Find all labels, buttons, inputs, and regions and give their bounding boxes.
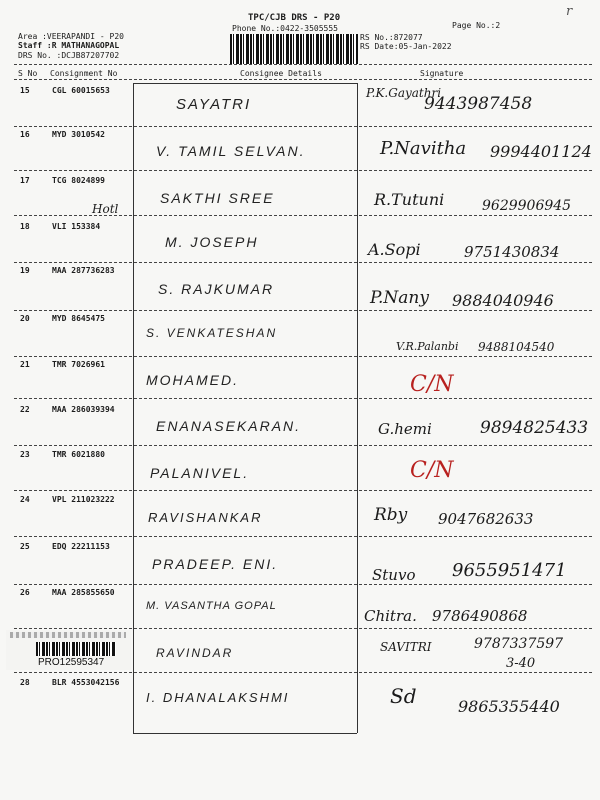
row-consignee: S. RAJKUMAR: [158, 281, 275, 297]
row-consignment: MAA 287736283: [52, 266, 115, 275]
row-signature: P.Nany: [370, 288, 429, 308]
row-extra-note: Hotl: [92, 202, 119, 216]
corner-mark: r: [566, 4, 573, 19]
row-sno: 25: [20, 542, 30, 551]
col-consignment: Consignment No: [50, 69, 118, 78]
row-sno: 23: [20, 450, 30, 459]
header-top-rule: [14, 64, 592, 65]
row-sno: 17: [20, 176, 30, 185]
row-divider: [14, 672, 592, 673]
row-phone: 9787337597: [474, 636, 564, 652]
row-consignment: BLR 4553042156: [52, 678, 120, 687]
row-consignment: TCG 8024899: [52, 176, 105, 185]
drs-title: TPC/CJB DRS - P20: [248, 13, 341, 23]
row-consignment: MAA 285855650: [52, 588, 115, 597]
row-sno: 22: [20, 405, 30, 414]
box-rule: [133, 733, 357, 734]
box-rule: [133, 83, 357, 84]
row-divider: [14, 445, 592, 446]
row-consignee: V. TAMIL SELVAN.: [156, 143, 306, 159]
row-phone: 9488104540: [478, 340, 555, 354]
row-divider: [14, 490, 592, 491]
row-consignee: ENANASEKARAN.: [156, 418, 302, 434]
row-divider: [14, 584, 592, 585]
rs-date: RS Date:05-Jan-2022: [360, 42, 452, 51]
row-consignment: TMR 7026961: [52, 360, 105, 369]
row-signature: V.R.Palanbi: [396, 340, 459, 353]
row-signature: P.K.Gayathri: [366, 86, 442, 100]
row-divider: [14, 126, 592, 127]
row-divider: [14, 215, 592, 216]
row-consignment: VPL 211023222: [52, 495, 115, 504]
staff-label: Staff :R MATHANAGOPAL: [18, 41, 120, 50]
row-divider: [14, 398, 592, 399]
row-phone: 9629906945: [482, 198, 572, 214]
row-sno: 20: [20, 314, 30, 323]
row-sno: 15: [20, 86, 30, 95]
drs-number: DRS No. :DCJB87207702: [18, 51, 120, 60]
row-phone: 9786490868: [432, 607, 528, 625]
row-divider: [14, 170, 592, 171]
rs-number: RS No.:872077: [360, 33, 423, 42]
row-signature: P.Navitha: [380, 138, 467, 159]
row-consignment: CGL 60015653: [52, 86, 110, 95]
row-consignee: SAYATRI: [176, 96, 252, 113]
row-phone: 9884040946: [452, 291, 554, 310]
row-consignee: M. JOSEPH: [165, 234, 259, 250]
row-phone: 9047682633: [438, 510, 534, 528]
row-consignee: PRADEEP. ENI.: [152, 556, 279, 572]
sticker-strip: [10, 632, 126, 638]
row-divider: [14, 356, 592, 357]
row-consignee: RAVISHANKAR: [148, 510, 263, 525]
row-sno: 19: [20, 266, 30, 275]
col-consignee: Consignee Details: [240, 69, 322, 78]
phone-number: Phone No.:0422-3505555: [232, 24, 338, 33]
row-signature: Stuvo: [372, 566, 416, 584]
sticker-label: [6, 630, 131, 670]
row-consignee: RAVINDAR: [156, 646, 234, 660]
area-label: Area :VEERAPANDI - P20: [18, 32, 124, 41]
row-sno: 21: [20, 360, 30, 369]
sticker-code: PRO12595347: [38, 657, 105, 668]
row-phone: 9865355440: [458, 697, 560, 716]
page-number: Page No.:2: [452, 21, 501, 30]
row-signature: C/N: [410, 372, 454, 397]
consignee-box-right: [357, 83, 358, 733]
row-divider: [14, 536, 592, 537]
row-sno: 26: [20, 588, 30, 597]
row-phone: 9894825433: [480, 418, 589, 438]
col-sno: S No: [18, 69, 38, 78]
row-consignee: MOHAMED.: [146, 372, 239, 388]
row-consignment: MYD 3010542: [52, 130, 105, 139]
row-signature: Chitra.: [364, 607, 417, 625]
row-consignment: MAA 286039394: [52, 405, 115, 414]
row-signature: G.hemi: [378, 420, 432, 438]
consignee-box-left: [133, 83, 134, 733]
row-signature: Rby: [374, 505, 408, 525]
row-divider: [14, 628, 592, 629]
row-consignee: I. DHANALAKSHMI: [146, 690, 290, 705]
row-sno: 18: [20, 222, 30, 231]
row-signature: Sd: [390, 684, 417, 708]
row-sno: 16: [20, 130, 30, 139]
row-consignee: S. VENKATESHAN: [146, 326, 278, 340]
row-phone: 9443987458: [424, 94, 533, 114]
row-phone: 9751430834: [464, 243, 560, 261]
row-signature: A.Sopi: [368, 240, 421, 259]
row-consignee: SAKTHI SREE: [160, 190, 275, 206]
header-bottom-rule: [14, 79, 592, 80]
row-signature: R.Tutuni: [374, 190, 445, 209]
row-consignee: PALANIVEL.: [150, 465, 250, 481]
row-consignment: TMR 6021880: [52, 450, 105, 459]
row-sno: 24: [20, 495, 30, 504]
sticker-barcode: [36, 642, 116, 656]
row-divider: [14, 310, 592, 311]
header-barcode: [230, 34, 358, 64]
col-signature: Signature: [420, 69, 464, 78]
row-consignee: M. VASANTHA GOPAL: [146, 600, 277, 612]
row-sno: 28: [20, 678, 30, 687]
row-phone: 9994401124: [490, 142, 592, 161]
row-consignment: MYD 8645475: [52, 314, 105, 323]
row-phone: 9655951471: [452, 560, 567, 581]
row-signature: C/N: [410, 458, 454, 483]
row-consignment: VLI 153384: [52, 222, 101, 231]
row-extra-note: 3-40: [506, 656, 536, 671]
row-signature: SAVITRI: [380, 640, 432, 654]
row-divider: [14, 262, 592, 263]
row-consignment: EDQ 22211153: [52, 542, 110, 551]
